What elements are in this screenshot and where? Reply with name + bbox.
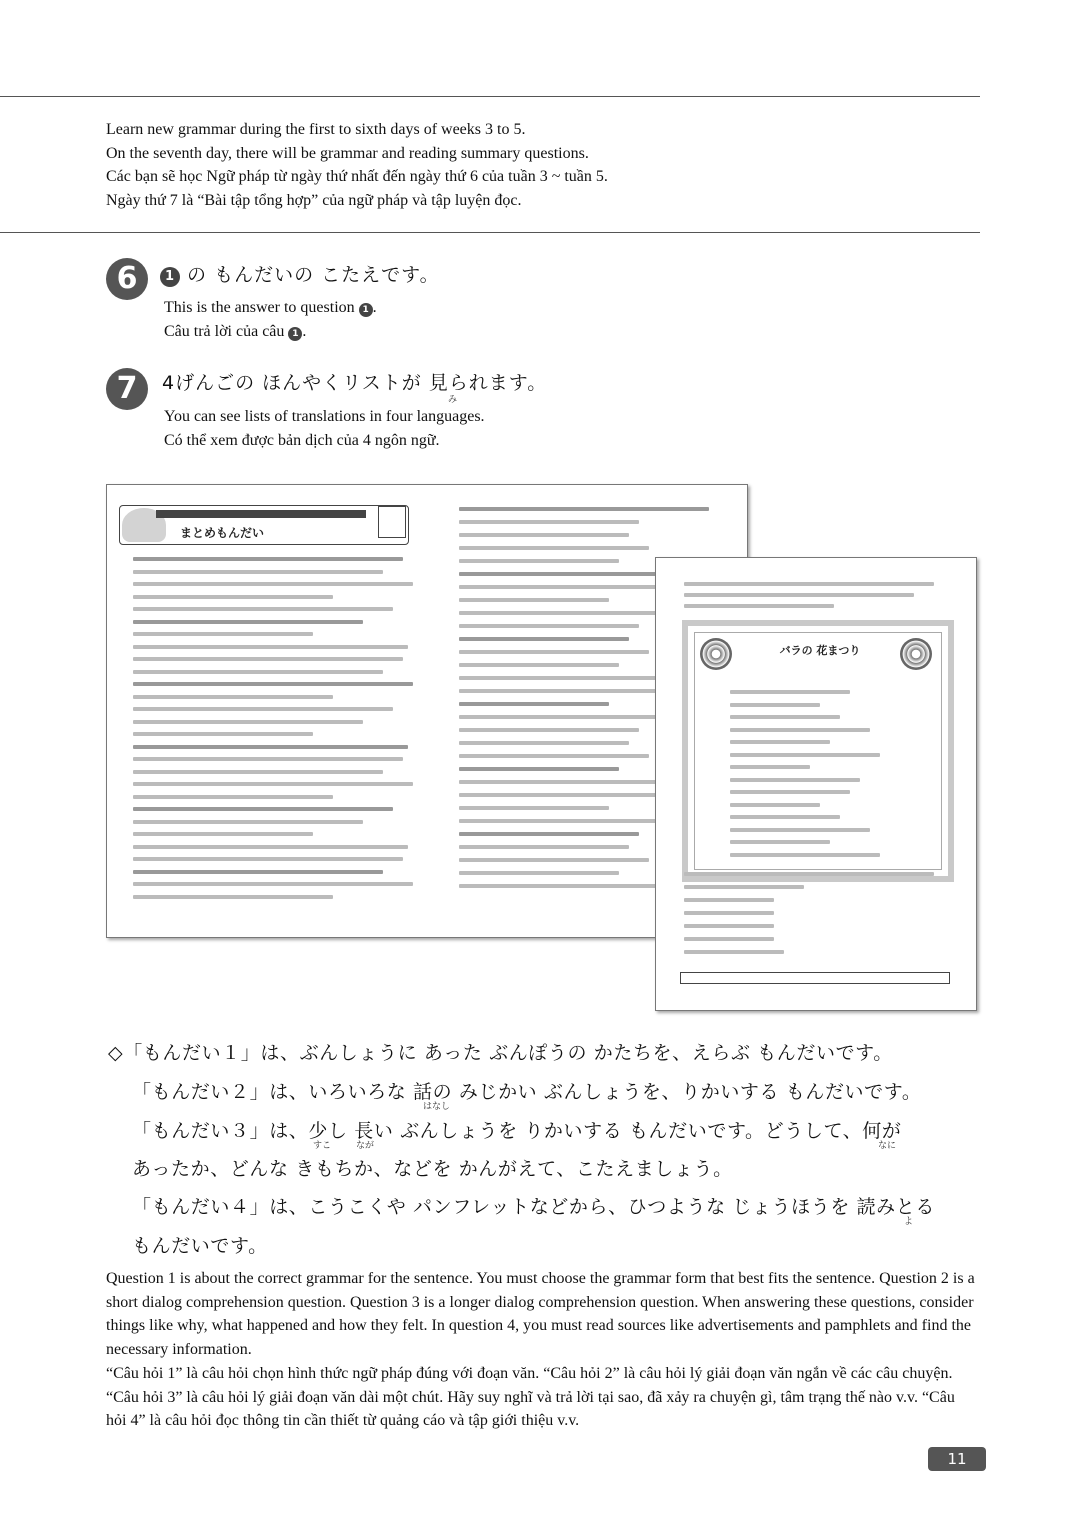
thumbnail-title-box (119, 505, 409, 545)
thumbnail-text-line (684, 924, 774, 928)
thumbnail-text-line (133, 770, 383, 774)
thumbnail-text-line (459, 728, 639, 732)
thumbnail-text-line (459, 663, 619, 667)
section-7-vi: Có thể xem được bản dịch của 4 ngôn ngữ. (164, 432, 440, 449)
intro-line: On the seventh day, there will be grammar and reading summary questions. (106, 144, 589, 162)
ruby-nani: なに (878, 1141, 897, 1151)
thumbnail-text-line (459, 741, 629, 745)
thumbnail-text-line (459, 598, 609, 602)
section-7-en: You can see lists of translations in four languages. (164, 408, 485, 425)
thumbnail-text-line (684, 911, 774, 915)
section-6-en: This is the answer to question 1 . (164, 299, 377, 316)
thumbnail-text-line (133, 670, 383, 674)
top-rule (0, 96, 980, 97)
workbook-spread-thumbnail (106, 484, 748, 938)
thumbnail-text-line (459, 624, 639, 628)
thumbnail-text-line (133, 595, 333, 599)
thumbnail-text-line (730, 803, 820, 807)
thumbnail-text-line (684, 872, 934, 876)
desc-line-2: 「もんだい２」は、いろいろな 話の みじかい ぶんしょうを、りかいする もんだいです。 (132, 1081, 922, 1103)
thumbnail-text-line (133, 832, 313, 836)
section-6-heading-text: の もんだいの こたえです。 (187, 264, 440, 286)
thumbnail-text-line (133, 695, 333, 699)
rose-icon (700, 638, 732, 670)
thumbnail-text-line (133, 732, 313, 736)
middle-rule (0, 232, 980, 233)
thumbnail-text-line (133, 745, 408, 749)
week-bar (156, 510, 366, 518)
thumbnail-text-line (133, 645, 408, 649)
badge-6: 6 (106, 258, 148, 300)
desc-line-5: 「もんだい４」は、こうこくや パンフレットなどから、ひつような じょうほうを 読みとる (132, 1196, 935, 1218)
thumbnail-text-line (684, 950, 784, 954)
thumbnail-text-line (133, 795, 333, 799)
desc-line-6: もんだいです。 (132, 1235, 268, 1257)
thumbnail-text-line (684, 593, 914, 597)
rose-icon (900, 638, 932, 670)
intro-line: Ngày thứ 7 là “Bài tập tổng hợp” của ngữ pháp và tập luyện đọc. (106, 191, 522, 209)
description-en: Question 1 is about the correct grammar for the sentence. You must choose the grammar form that best fits the sentence. Question 2 is a short dialog comprehension question. Question 3 is a longer dialog comprehension question. When answering these questions, consider things like why, what happened and how they felt. In question 4, you must read sources like advertisements and pamphlets and find the necessary information. (106, 1270, 975, 1359)
thumbnail-text-line (133, 720, 363, 724)
answer-key-bar (680, 972, 950, 984)
description-vi: “Câu hỏi 1” là câu hỏi chọn hình thức ngữ pháp đúng với đoạn văn. “Câu hỏi 2” là câu hỏi lý giải đoạn văn ngắn về các câu chuyện. “Câu hỏi 3” là câu hỏi lý giải đoạn văn dài một chút. Hãy suy nghĩ và trả lời tại sao, đã xảy ra chuyện gì, tâm trạng thế nào v.v. “Câu hỏi 4” là câu hỏi đọc thông tin cần thiết từ quảng cáo và tập giới thiệu v.v. (106, 1364, 955, 1430)
thumbnail-text-line (684, 937, 774, 941)
thumbnail-text-line (133, 570, 383, 574)
thumbnail-text-line (684, 885, 804, 889)
thumbnail-text-line (133, 782, 413, 786)
thumbnail-text-line (133, 820, 363, 824)
flyer-page-thumbnail (655, 557, 977, 1011)
section-6-heading (160, 260, 440, 287)
thumbnail-text-line (459, 520, 639, 524)
thumbnail-text-line (459, 845, 629, 849)
thumbnail-text-line (459, 858, 649, 862)
thumbnail-text-line (459, 832, 639, 836)
intro-line: Các bạn sẽ học Ngữ pháp từ ngày thứ nhất đến ngày thứ 6 của tuần 3 ~ tuần 5. (106, 168, 608, 185)
thumbnail-text-line (730, 753, 880, 757)
intro-line: Learn new grammar during the first to sixth days of weeks 3 to 5. (106, 121, 526, 138)
thumbnail-text-line (133, 657, 403, 661)
thumbnail-text-line (730, 778, 860, 782)
ruby-hanashi: はなし (423, 1102, 451, 1112)
section-7-heading: 4げんごの ほんやくリストが 見られます。 (162, 372, 548, 394)
thumbnail-text-line (730, 790, 850, 794)
thumbnail-text-line (684, 898, 774, 902)
thumbnail-text-line (133, 557, 403, 561)
ruby-mi: み (448, 395, 458, 405)
question-1-marker: 1 (359, 303, 373, 317)
score-box (378, 506, 406, 538)
thumbnail-text-line (459, 546, 649, 550)
desc-line-1: ◇「もんだい１」は、ぶんしょうに あった ぶんぽうの かたちを、えらぶ もんだいです。 (108, 1042, 893, 1064)
thumbnail-text-line (730, 728, 870, 732)
description-translation (106, 1267, 976, 1433)
thumbnail-text-line (730, 715, 840, 719)
flyer-title: バラの 花まつり (779, 644, 861, 657)
ruby-sukoshi: すこ (313, 1141, 332, 1151)
thumbnail-text-line (133, 607, 393, 611)
thumbnail-text-line (133, 845, 408, 849)
thumbnail-text-line (459, 767, 619, 771)
thumbnail-text-line (459, 637, 629, 641)
thumbnail-text-line (133, 620, 363, 624)
thumbnail-text-line (459, 871, 619, 875)
ruby-nagai: なが (356, 1141, 375, 1151)
page-number: 11 (928, 1447, 986, 1471)
ruby-yomi: よ (904, 1217, 914, 1227)
thumbnail-text-line (133, 807, 393, 811)
desc-line-3: 「もんだい３」は、少し 長い ぶんしょうを りかいする もんだいです。どうして、何が (132, 1120, 902, 1142)
thumbnail-text-line (459, 559, 619, 563)
thumbnail-text-line (730, 840, 830, 844)
intro-text (106, 118, 986, 212)
desc-line-4: あったか、どんな きもちか、などを かんがえて、こたえましょう。 (132, 1158, 733, 1180)
thumbnail-text-line (459, 806, 609, 810)
thumbnail-text-line (459, 650, 649, 654)
thumbnail-title: まとめもんだい (180, 526, 265, 540)
thumbnail-text-line (133, 582, 413, 586)
thumbnail-text-line (133, 632, 313, 636)
thumbnail-text-line (730, 815, 840, 819)
thumbnail-text-line (133, 857, 403, 861)
thumbnail-text-line (730, 828, 870, 832)
question-1-marker: 1 (160, 267, 180, 287)
thumbnail-text-line (684, 604, 834, 608)
thumbnail-text-line (730, 853, 880, 857)
thumbnail-text-line (133, 882, 413, 886)
thumbnail-text-line (730, 740, 830, 744)
thumbnail-text-line (133, 707, 393, 711)
thumbnail-text-line (459, 754, 649, 758)
thumbnail-text-line (133, 895, 333, 899)
thumbnail-text-line (684, 582, 934, 586)
thumbnail-text-line (730, 765, 810, 769)
rose-festival-flyer (682, 620, 954, 882)
thumbnail-text-line (730, 690, 850, 694)
section-6-vi: Câu trả lời của câu 1 . (164, 323, 307, 340)
badge-7: 7 (106, 368, 148, 410)
thumbnail-text-line (133, 870, 383, 874)
question-1-marker: 1 (288, 327, 302, 341)
thumbnail-text-line (459, 702, 609, 706)
thumbnail-text-line (133, 757, 403, 761)
thumbnail-text-line (459, 507, 709, 511)
thumbnail-text-line (459, 533, 629, 537)
thumbnail-text-line (730, 703, 820, 707)
thumbnail-text-line (133, 682, 413, 686)
